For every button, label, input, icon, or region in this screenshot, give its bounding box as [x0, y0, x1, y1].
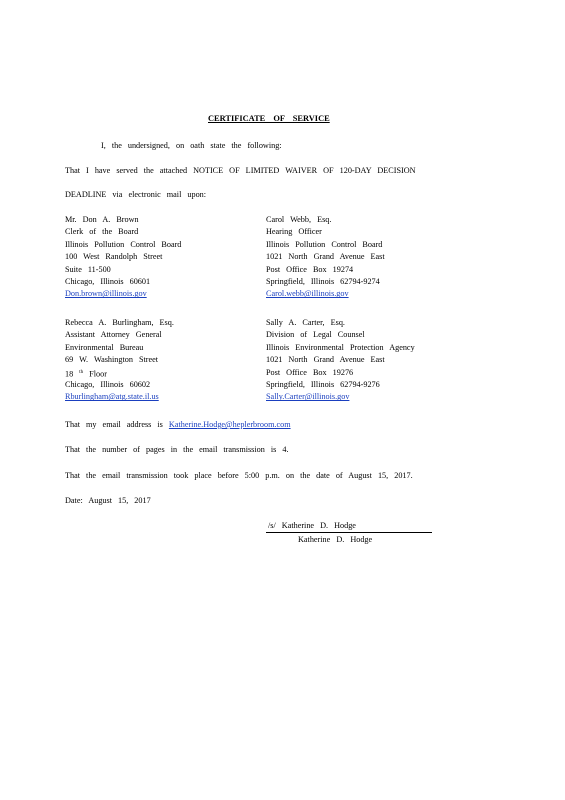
recipient-block-attorney-general [65, 317, 174, 404]
recipient-line: Illinois Pollution Control Board [266, 239, 383, 249]
recipient-line: Illinois Environmental Protection Agency [266, 342, 415, 352]
recipient-email-link[interactable]: Carol.webb@illinois.gov [266, 289, 349, 299]
recipient-block-clerk [65, 214, 181, 301]
recipient-line: 1021 North Grand Avenue East [266, 355, 385, 365]
served-statement-line-2: DEADLINE via electronic mail upon: [65, 190, 207, 199]
recipient-email-link[interactable]: Rburlingham@atg.state.il.us [65, 392, 159, 402]
sender-email-link[interactable]: Katherine.Hodge@heplerbroom.com [168, 420, 291, 429]
recipient-line: Illinois Pollution Control Board [65, 239, 182, 249]
recipient-line: Post Office Box 19276 [266, 367, 354, 377]
recipient-line: 1021 North Grand Avenue East [266, 252, 385, 262]
date-line: Date: August 15, 2017 [65, 496, 151, 505]
served-statement-line-1: That I have served the attached NOTICE OF LIMITED WAIVER OF 120-DAY DECISION [65, 166, 416, 175]
recipient-line: Mr. Don A. Brown [65, 215, 139, 224]
recipient-line: 100 West Randolph Street [65, 252, 163, 262]
recipient-line: Hearing Officer [266, 227, 322, 237]
recipient-line: Carol Webb, Esq. [266, 215, 332, 224]
recipient-line: Post Office Box 19274 [266, 264, 354, 274]
email-address-label: That my email address is [65, 420, 163, 429]
recipient-line: Suite 11-500 [65, 264, 111, 274]
signature: /s/ Katherine D. Hodge [268, 521, 356, 530]
recipient-block-epa [266, 317, 415, 404]
recipient-line: Assistant Attorney General [65, 330, 162, 340]
recipient-line: Clerk of the Board [65, 227, 139, 237]
signer-name: Katherine D. Hodge [298, 535, 373, 544]
certificate-title: CERTIFICATE OF SERVICE [208, 114, 330, 123]
signature-underline [266, 532, 432, 533]
recipient-line: Springfield, Illinois 62794-9276 [266, 379, 380, 389]
email-address-statement [65, 420, 309, 430]
recipient-block-hearing-officer [266, 214, 385, 301]
recipient-line: Sally A. Carter, Esq. [266, 318, 345, 327]
transmission-time-statement: That the email transmission took place before 5:00 p.m. on the date of August 15, 2017. [65, 471, 413, 480]
pages-statement: That the number of pages in the email transmission is 4. [65, 445, 289, 454]
recipient-line: Rebecca A. Burlingham, Esq. [65, 318, 174, 327]
recipient-line: Chicago, Illinois 60601 [65, 276, 151, 286]
recipient-email-link[interactable]: Sally.Carter@illinois.gov [266, 392, 350, 402]
recipient-line: Chicago, Illinois 60602 [65, 379, 151, 389]
recipient-line: Division of Legal Counsel [266, 330, 365, 340]
recipient-email-link[interactable]: Don.brown@illinois.gov [65, 289, 147, 299]
recipient-line: Springfield, Illinois 62794-9274 [266, 276, 380, 286]
intro-paragraph: I, the undersigned, on oath state the following: [101, 141, 282, 150]
recipient-line: 18 $^{th}$ Floor [65, 369, 107, 379]
recipient-line: Environmental Bureau [65, 342, 144, 352]
recipient-line: 69 W. Washington Street [65, 355, 159, 365]
